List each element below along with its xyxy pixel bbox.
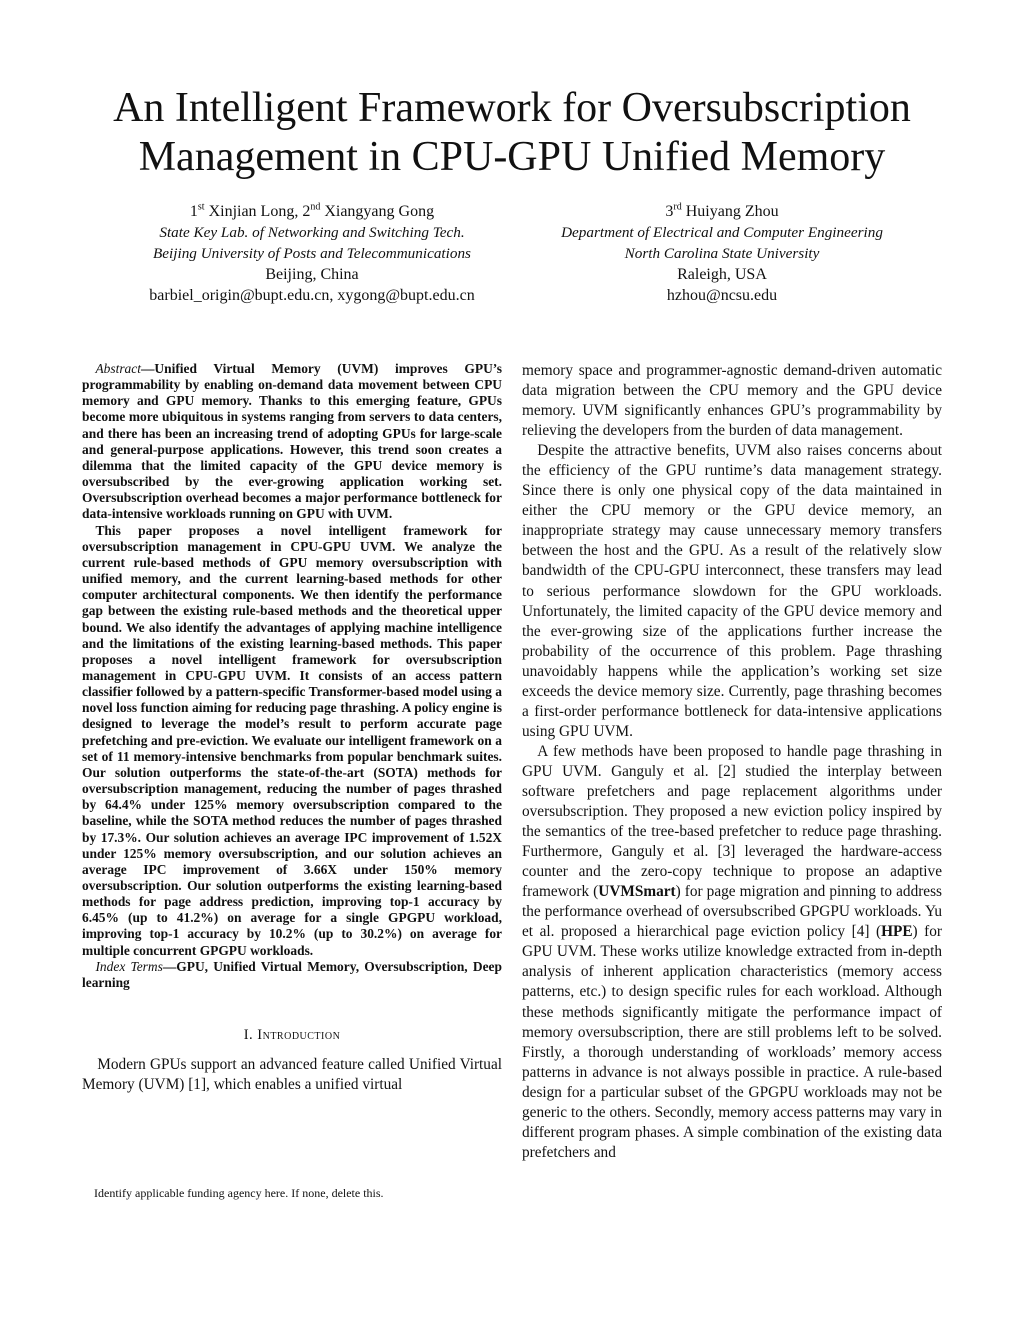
- left-column: [82, 361, 502, 1095]
- paper-title: [60, 84, 964, 182]
- index-terms: Index Terms—GPU, Unified Virtual Memory, Oversubscription, Deep learning: [82, 958, 502, 990]
- title-line-2: Management in CPU-GPU Unified Memory: [138, 134, 886, 180]
- index-terms-lead: Index Terms: [95, 958, 163, 974]
- title-line-1: An Intelligent Framework for Oversubscription: [113, 85, 911, 131]
- right-column: [522, 361, 942, 1163]
- author-affiliation-1: Department of Electrical and Computer Engineering: [561, 224, 883, 241]
- section-heading-introduction: I. Introduction: [243, 1027, 341, 1044]
- author-block-1: [102, 201, 522, 306]
- author-location: Beijing, China: [265, 266, 359, 283]
- author-location: Raleigh, USA: [677, 266, 767, 283]
- author-names: 1st Xinjian Long, 2nd Xiangyang Gong: [189, 201, 435, 220]
- author-block-2: [502, 201, 942, 306]
- author-email: hzhou@ncsu.edu: [666, 287, 778, 304]
- abstract: [82, 361, 502, 959]
- author-affiliation-1: State Key Lab. of Networking and Switching Tech.: [159, 224, 465, 241]
- body-paragraph-1: memory space and programmer-agnostic demand-driven automatic data migration between the CPU memory and the GPU device memory. UVM significantly enhances GPU’s programmability by relieving the developers from the burden of data management.: [522, 362, 942, 440]
- uvmsmart-term: UVMSmart: [598, 883, 676, 901]
- intro-paragraph: Modern GPUs support an advanced feature called Unified Virtual Memory (UVM) [1], which enables a unified virtual: [82, 1056, 502, 1094]
- abstract-paragraph-2: This paper proposes a novel intelligent framework for oversubscription management in CPU-GPU UVM. We analyze the current rule-based methods of GPU memory oversubscription with unified memory, and the current learning-based methods for other computer architectural components. We then identify the performance gap between the existing rule-based methods and the theoretical upper bound. We also identify the advantages of applying machine intelligence and the limitations of the existing learning-based methods. This paper proposes a novel intelligent framework for oversubscription management in CPU-GPU UVM. It consists of an access pattern classifier followed by a pattern-specific Transformer-based model using a novel loss function aiming for reducing page thrashing. A policy engine is designed to leverage the model’s result to perform accurate page prefetching and pre-eviction. We evaluate our intelligent framework on a set of 11 memory-intensive benchmarks from popular benchmark suites. Our solution outperforms the state-of-the-art (SOTA) methods for oversubscription management, reducing the number of pages thrashed by 64.4% under 125% memory oversubscription compared to the baseline, while the SOTA method reduces the number of pages thrashed by 17.3%. Our solution achieves an average IPC improvement of 1.52X under 125% memory oversubscription, and our solution achieves an average IPC improvement of 3.66X under 150% memory oversubscription. Our solution outperforms the existing learning-based methods for page address prediction, improving top-1 accuracy by 6.45% (up to 41.2%) on average for a single GPGPU workload, improving top-1 accuracy by 10.2% (up to 30.2%) on average for multiple concurrent GPGPU workloads.: [82, 522, 502, 958]
- author-affiliation-2: North Carolina State University: [624, 245, 820, 262]
- body-paragraph-3: A few methods have been proposed to handle page thrashing in GPU UVM. Ganguly et al. [2] studied the interplay between software prefetchers and page replacement algorithms under oversubscription. They proposed a new eviction policy inspired by the semantics of the tree-based prefetcher to reduce page thrashing. Furthermore, Ganguly et al. [3] leveraged the hardware-access counter and the zero-copy technique to propose an adaptive framework (UVMSmart) for page migration and pinning to address the performance overhead of oversubscribed GPGPU workloads. Yu et al. proposed a hierarchical page eviction policy [4] (HPE) for GPU UVM. These works utilize knowledge extracted from in-depth analysis of inherent application characteristics (memory access patterns, etc.) to design specific rules for each workload. Although these methods significantly mitigate the performance impact of memory oversubscription, there are still problems left to be solved. Firstly, a thorough understanding of workloads’ memory access patterns in advance is not always possible in practice. A rule-based design for a particular subset of the GPGPU workloads may not be generic to the others. Secondly, memory access patterns may vary in different program phases. A simple combination of the existing data prefetchers and: [522, 742, 943, 1161]
- abstract-paragraph-1: Abstract—Unified Virtual Memory (UVM) improves GPU’s programmability by enabling on-demand data movement between CPU memory and GPU memory. Thanks to this emerging feature, GPUs become more ubiquitous in systems ranging from servers to data centers, and there has been an increasing trend of adopting GPUs for large-scale and general-purpose applications. However, this trend soon creates a dilemma that the limited capacity of the GPU device memory is oversubscribed by the ever-growing application working set. Oversubscription overhead becomes a major performance bottleneck for data-intensive workloads running on GPU with UVM.: [82, 361, 502, 522]
- abstract-lead: Abstract: [95, 361, 141, 376]
- author-names: 3rd Huiyang Zhou: [665, 201, 779, 220]
- hpe-term: HPE: [881, 923, 913, 941]
- footnote: Identify applicable funding agency here. If none, delete this.: [94, 1186, 384, 1200]
- author-email: barbiel_origin@bupt.edu.cn, xygong@bupt.edu.cn: [149, 287, 475, 304]
- body-paragraph-2: Despite the attractive benefits, UVM also raises concerns about the efficiency of the GPU runtime’s data management strategy. Since there is only one physical copy of the data maintained in either the CPU memory or the GPU device memory, an inappropriate strategy may cause unnecessary memory transfers between the host and the GPU. As a result of the relatively slow bandwidth of the CPU-GPU interconnect, these transfers may lead to serious performance slowdown for the GPU workloads. Unfortunately, the limited capacity of the GPU device memory and the ever-growing size of the applications further increase the probability of the occurrence of this problem. Page thrashing unavoidably happens while the application’s working set size exceeds the device memory size. Currently, page thrashing becomes a first-order performance bottleneck for data-intensive applications using GPU UVM.: [522, 442, 942, 740]
- author-affiliation-2: Beijing University of Posts and Telecommunications: [153, 245, 471, 262]
